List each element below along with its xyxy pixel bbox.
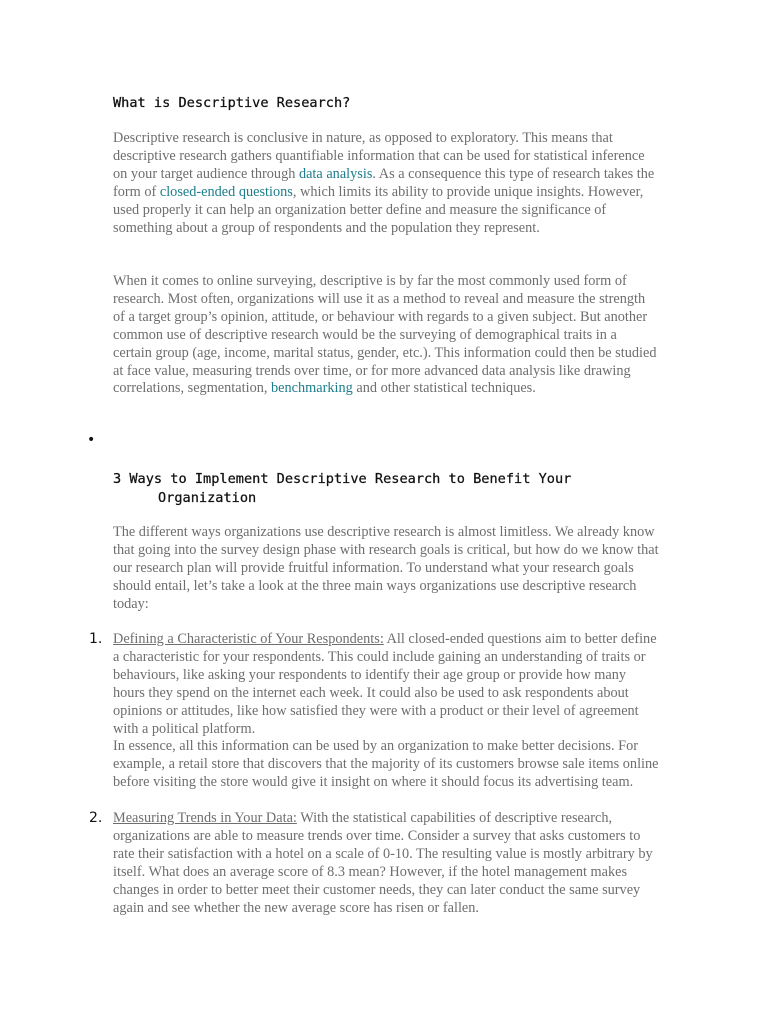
list-number: 1. <box>89 631 103 647</box>
paragraph-text: and other statistical techniques. <box>352 380 536 397</box>
paragraph-online-surveying <box>113 273 659 398</box>
list-item-body: With the statistical capabilities of descriptive research, organizations are able to measure trends over time. Consider a survey that asks customers to rate their satisfaction with a hotel on a scale of 0-10. The resulting value is mostly arbitrary by itself. What does an average score of 8.3 mean? However, if the hotel management makes changes in order to better meet their customer needs, they can later conduct the same survey again and see whether the new average score has risen or fallen. <box>113 810 653 916</box>
paragraph-text: When it comes to online surveying, descriptive is by far the most commonly used form of research. Most often, organizations will use it as a method to reveal and measure the strength of a target group’s opinion, attitude, or behaviour with regards to a given subject. But another common use of descriptive research would be the surveying of demographical traits in a certain group (age, income, marital status, gender, etc.). This information could then be studied at face value, measuring trends over time, or for more advanced data analysis like drawing correlations, segmentation, <box>113 273 657 397</box>
list-number: 2. <box>89 810 103 826</box>
list-item <box>89 631 659 792</box>
paragraph-text: , which limits its ability to provide unique insights. However, used properly it can help an organization better define and measure the significance of something about a group of respondents and the population they represent. <box>113 183 644 236</box>
heading-line-2: Organization <box>158 490 257 506</box>
paragraph-definition <box>113 130 659 237</box>
paragraph-text: Descriptive research is conclusive in nature, as opposed to exploratory. This means that descriptive research gathers quantifiable information that can be used for statistical inference on your target audience through <box>113 130 645 182</box>
list-item-title: Defining a Characteristic of Your Respondents: <box>113 631 384 647</box>
link-benchmarking[interactable]: benchmarking <box>271 380 353 397</box>
list-item-body-continued: In essence, all this information can be used by an organization to make better decisions. For example, a retail store that discovers that the majority of its customers browse sale items online before visiting the store would give it insight on where it should focus its advertising team. <box>113 738 659 791</box>
link-closed-ended-questions[interactable]: closed-ended questions <box>159 183 293 200</box>
heading-three-ways <box>113 470 673 508</box>
empty-bullet-item: • <box>87 432 96 448</box>
list-item <box>89 810 659 917</box>
heading-line-1: 3 Ways to Implement Descriptive Research to Benefit Your <box>113 471 572 487</box>
link-data-analysis[interactable]: data analysis <box>298 165 373 182</box>
paragraph-intro-ways: The different ways organizations use descriptive research is almost limitless. We already know that going into the survey design phase with research goals is critical, but how do we know that our research plan will provide fruitful information. To understand what your research goals should entail, let’s take a look at the three main ways organizations use descriptive research today: <box>113 524 659 612</box>
paragraph-text: . As a consequence this type of research takes the form of <box>113 165 655 200</box>
list-item-title: Measuring Trends in Your Data: <box>113 810 297 826</box>
list-item-body: All closed-ended questions aim to better define a characteristic for your respondents. This could include gaining an understanding of traits or behaviours, like asking your respondents to identify their age group or provide how many hours they spend on the internet each week. It could also be used to ask respondents about opinions or attitudes, like how satisfied they were with a product or their level of agreement with a political platform. <box>113 631 657 737</box>
heading-what-is-descriptive-research: What is Descriptive Research? <box>113 95 351 111</box>
